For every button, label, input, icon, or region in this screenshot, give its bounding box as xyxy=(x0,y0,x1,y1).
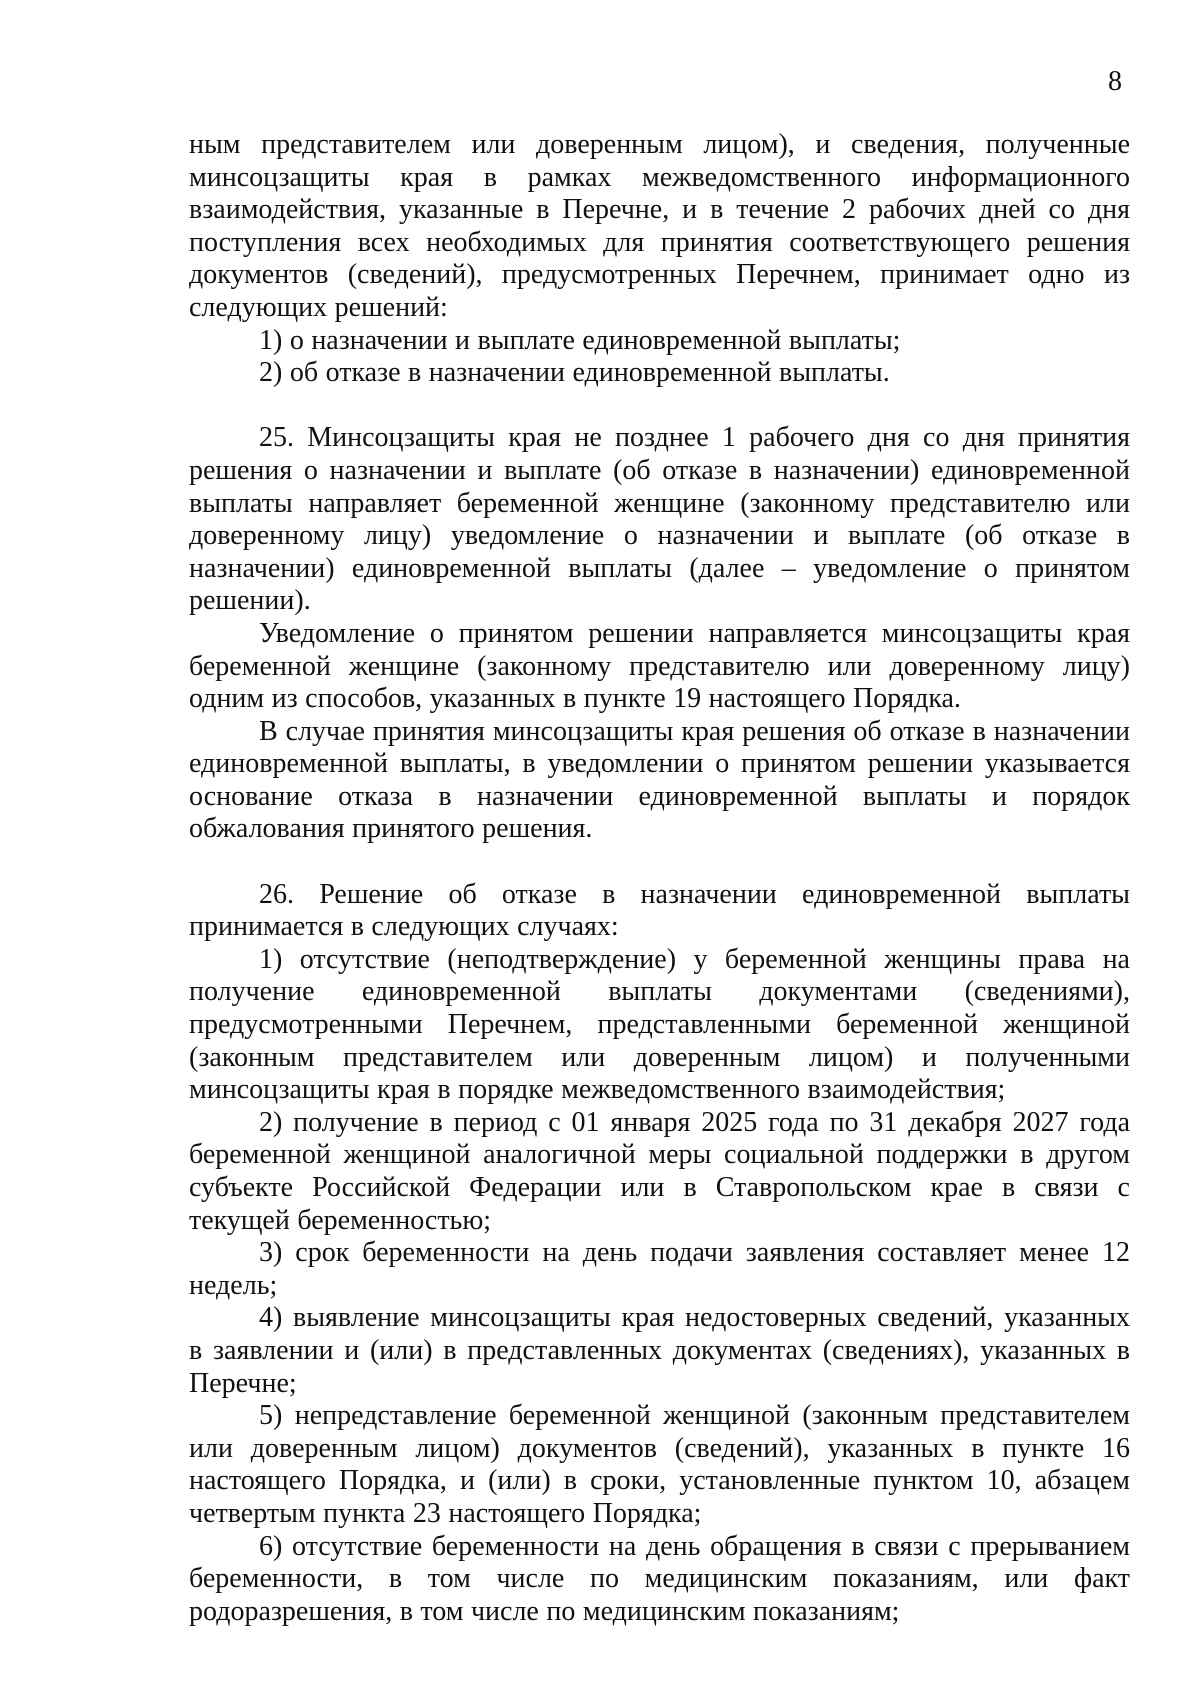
list-item: 6) отсутствие беременности на день обращения в связи с прерыванием беременности, в том числе по медицинским показаниям, или факт родоразрешения, в том числе по медицинским показаниям; xyxy=(189,1530,1130,1627)
paragraph-continuation: ным представителем или доверенным лицом), и сведения, полученные минсоцзащиты края в рамках межведомственного информационного взаимодействия, указанные в Перечне, и в течение 2 рабочих дней со дня поступления всех необходимых для принятия соответствующего решения документов (сведений), предусмотренных Перечнем, принимает одно из следующих решений: xyxy=(189,129,1130,323)
list-item: 2) получение в период с 01 января 2025 года по 31 декабря 2027 года беременной женщиной аналогичной меры социальной поддержки в другом субъекте Российской Федерации или в Ставропольском крае в связи с текущей беременностью; xyxy=(189,1106,1130,1236)
section-26-paragraph: 26. Решение об отказе в назначении единовременной выплаты принимается в следующих случаях: xyxy=(189,878,1130,943)
page-number: 8 xyxy=(1108,66,1122,97)
paragraph: Уведомление о принятом решении направляется минсоцзащиты края беременной женщине (законному представителю или доверенному лицу) одним из способов, указанных в пункте 19 настоящего Порядка. xyxy=(189,617,1130,715)
paragraph: В случае принятия минсоцзащиты края решения об отказе в назначении единовременной выплаты, в уведомлении о принятом решении указывается основание отказа в назначении единовременной выплаты и порядок обжалования принятого решения. xyxy=(189,715,1130,845)
list-item: 5) непредставление беременной женщиной (законным представителем или доверенным лицом) документов (сведений), указанных в пункте 16 настоящего Порядка, и (или) в сроки, установленные пунктом 10, абзацем четвертым пункта 23 настоящего Порядка; xyxy=(189,1400,1130,1529)
list-item: 4) выявление минсоцзащиты края недостоверных сведений, указанных в заявлении и (или) в представленных документах (сведениях), указанных в Перечне; xyxy=(189,1302,1130,1399)
list-item: 3) срок беременности на день подачи заявления составляет менее 12 недель; xyxy=(189,1237,1130,1301)
section-25-paragraph: 25. Минсоцзащиты края не позднее 1 рабочего дня со дня принятия решения о назначении и выплате (об отказе в назначении) единовременной выплаты направляет беременной женщине (законному представителю или доверенному лицу) уведомление о назначении и выплате (об отказе в назначении) единовременной выплаты (далее – уведомление о принятом решении). xyxy=(189,422,1130,617)
list-item: 1) о назначении и выплате единовременной выплаты; xyxy=(259,324,901,356)
document-body xyxy=(189,129,1130,1628)
list-item: 1) отсутствие (неподтверждение) у беременной женщины права на получение единовременной выплаты документами (сведениями), предусмотренными Перечнем, представленными беременной женщиной (законным представителем или доверенным лицом) и полученными минсоцзащиты края в порядке межведомственного взаимодействия; xyxy=(189,943,1130,1106)
list-item: 2) об отказе в назначении единовременной выплаты. xyxy=(259,357,890,389)
